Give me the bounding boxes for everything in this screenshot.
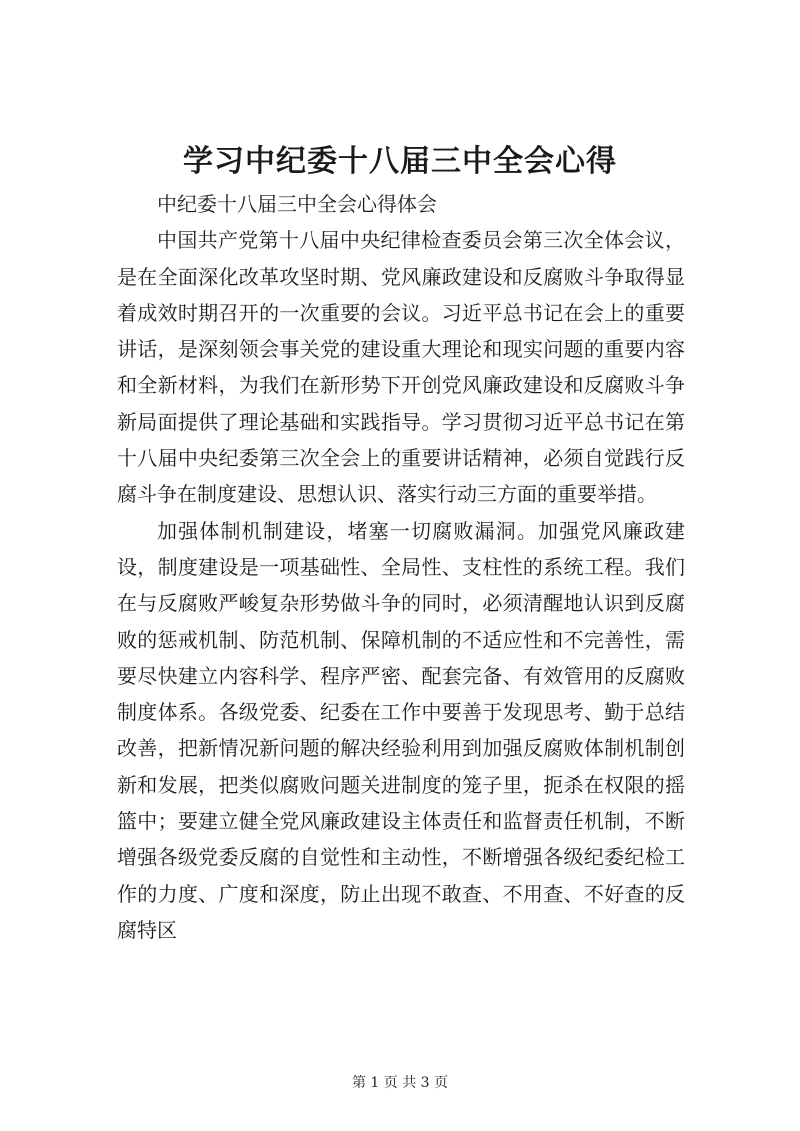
subtitle-paragraph: 中纪委十八届三中全会心得体会 <box>157 192 437 216</box>
body-paragraph: 加强体制机制建设，堵塞一切腐败漏洞。加强党风廉政建设，制度建设是一项基础性、全局性、支柱性的系统工程。我们在与反腐败严峻复杂形势做斗争的同时，必须清醒地认识到反腐败的惩戒机制、防范机制、保障机制的不适应性和不完善性，需要尽快建立内容科学、程序严密、配套完备、有效管用的反腐败制度体系。各级党委、纪委在工作中要善于发现思考、勤于总结改善，把新情况新问题的解决经验利用到加强反腐败体制机制创新和发展，把类似腐败问题关进制度的笼子里，扼杀在权限的摇篮中；要建立健全党风廉政建设主体责任和监督责任机制，不断增强各级党委反腐的自觉性和主动性，不断增强各级纪委纪检工作的力度、广度和深度，防止出现不敢查、不用查、不好查的反腐特区 <box>117 518 685 942</box>
page-footer: 第 1 页 共 3 页 <box>351 1075 449 1091</box>
document-body <box>117 186 685 948</box>
document-title: 学习中纪委十八届三中全会心得 <box>183 144 617 179</box>
body-paragraph: 中国共产党第十八届中央纪律检查委员会第三次全体会议，是在全面深化改革攻坚时期、党风廉政建设和反腐败斗争取得显着成效时期召开的一次重要的会议。习近平总书记在会上的重要讲话，是深刻领会事关党的建设重大理论和现实问题的重要内容和全新材料，为我们在新形势下开创党风廉政建设和反腐败斗争新局面提供了理论基础和实践指导。学习贯彻习近平总书记在第十八届中央纪委第三次全会上的重要讲话精神，必须自觉践行反腐斗争在制度建设、思想认识、落实行动三方面的重要举措。 <box>117 228 685 507</box>
